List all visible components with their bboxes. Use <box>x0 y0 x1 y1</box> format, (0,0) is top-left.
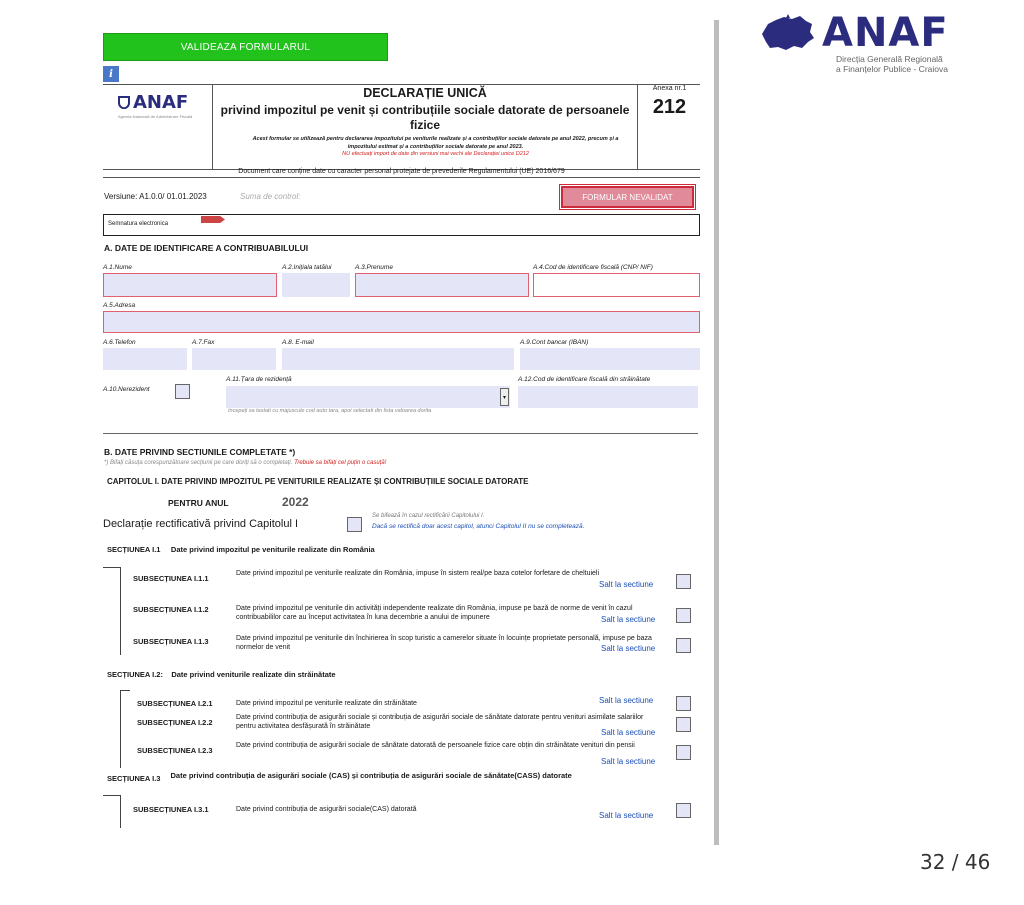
pentru-anul-label: PENTRU ANUL <box>168 498 229 508</box>
subsection-i12-label: SUBSECȚIUNEA I.1.2 <box>133 605 209 614</box>
subsection-i22-label: SUBSECȚIUNEA I.2.2 <box>137 718 213 727</box>
form-version: Versiune: A1.0.0/ 01.01.2023 <box>104 192 207 201</box>
signature-box <box>103 214 700 236</box>
rectificativa-label: Declarație rectificativă privind Capitolul I <box>103 518 299 530</box>
section-i3-header: SECȚIUNEA I.3 Date privind contribuția de asigurări sociale (CAS) și contribuția de asigurări sociale de sănătate(CASS) datorate <box>107 771 572 783</box>
checksum-label: Suma de control: <box>240 192 301 201</box>
subsection-i21-text: Date privind impozitul pe veniturile realizate din străinătate <box>236 700 417 707</box>
cod-strainatate-input[interactable] <box>518 386 698 408</box>
iban-input[interactable] <box>520 348 700 370</box>
jump-link-i23[interactable]: Salt la sectiune <box>601 757 656 766</box>
section-b-note: *) Bifați căsuța corespunzătoare secțiunii pe care doriți să o completați. <box>104 460 293 466</box>
tara-hint: Incepeți sa tastati cu majuscule cod auto tara, apoi selectati din lista valoarea dorita <box>228 408 432 414</box>
jump-link-i22[interactable]: Salt la sectiune <box>601 728 656 737</box>
subsection-i11-checkbox[interactable] <box>676 574 691 589</box>
subsection-i22-text: Date privind contribuția de asigurări sociale și contribuția de asigurări sociale de sănătate datorate pentru venituri asimilate salariilor pentru activitatea desfășurată în străinătate <box>236 714 644 730</box>
initiala-input[interactable] <box>282 273 350 297</box>
form-subtitle: privind impozitul pe venit și contribuțiile sociale datorate de persoanele fizice <box>220 103 630 132</box>
adresa-input[interactable] <box>103 311 700 333</box>
slide-page-indicator: 32 / 46 <box>920 850 991 874</box>
nume-input[interactable] <box>103 273 277 297</box>
jump-link-i31[interactable]: Salt la sectiune <box>599 811 654 820</box>
form-warning: NU efectuați import de date din versiuni mai vechi ale Declarației unice D212 <box>342 151 529 157</box>
section-b-title: B. DATE PRIVIND SECTIUNILE COMPLETATE *) <box>104 447 296 457</box>
subsection-i13-text: Date privind impozitul pe veniturile din închirierea în scop turistic a camerelor situate în locuințe proprietate personală, impuse pe baza normelor de venit <box>236 635 652 651</box>
subsection-i31-text: Date privind contribuția de asigurări sociale(CAS) datorată <box>236 806 417 813</box>
validate-form-button[interactable]: VALIDEAZA FORMULARUL <box>103 33 388 61</box>
gdpr-note: Document care conține date cu caracter personal protejate de prevederile Regulamentului (UE) 2016/679 <box>103 168 700 178</box>
telefon-input[interactable] <box>103 348 187 370</box>
anaf-brand <box>758 10 1008 74</box>
form-anaf-logo: ANAF Agenția Națională de Administrare Fiscală <box>118 92 193 119</box>
declaration-form: VALIDEAZA FORMULARUL i ANAF Agenția Națională de Administrare Fiscală DECLARAȚIE UNICĂ privind impozitul pe venit și contribuțiile sociale datorate de persoanele fizice Acest formular se utilizează pentru declararea impozitului pe veniturile realizate și a contribuțiilor sociale datorate pe anul 2022, precum și a impozitului estimat și a contribuțiilor sociale datorate pe anul 2023. NU efectuați import de date din versiuni mai vechi ale Declarației unice D212 Anexa nr.1 212 Document care conține date cu caracter personal protejate de prevederile Regulamentului (UE) 2016/679 Versiune: A1.0.0/ 01.01.2023 Suma de control: FORMULAR NEVALIDAT Semnatura electronica A. DATE DE IDENTIFICARE A CONTRIBUABILULUI A.1.Nume A.2.Inițiala tatălui A.3.Prenume A.4.Cod de identificare fiscală (CNP/ NIF) A.5.Adresa A.6.Telefon A.7.Fax A.8. E-mail A.9.Cont bancar (IBAN) A.10.Nerezident A.11.Țara de rezidență ▾ Incepeți sa tastati cu majuscule cod auto tara, apoi selectati din lista valoarea dorita A.12.Cod de identificare fiscală din străinătate B. DATE PRIVIND SECTIUNILE COMPLETATE *) *) Bifați căsuța corespunzătoare secțiunii pe care doriți să o completați. Trebuie sa bifați cel puțin o casuță! CAPITOLUL I. DATE PRIVIND IMPOZITUL PE VENITURILE REALIZATE ȘI CONTRIBUȚIILE SOCIALE DATORATE PENTRU ANUL 2022 Declarație rectificativă privind Capitolul I Se bifează în cazul rectificării Capitolului I. Dacă se rectifică doar acest capitol, atunci Capitolul II nu se completează. SECȚIUNEA I.1 Date privind impozitul pe veniturile realizate din România SUBSECȚIUNEA I.1.1 Date privind impozitul pe veniturile realizate din România, impuse în sistem real/pe baza cotelor forfetare de cheltuieli Salt la sectiune SUBSECȚIUNEA I.1.2 Date privind impozitul pe veniturile din activități independente realizate din România, impuse pe bază de norme de venit în cazul contribuabililor care au început activitatea în luna decembrie a anului de impunere Salt la sectiune SUBSECȚIUNEA I.1.3 Date privind impozitul pe veniturile din închirierea în scop turistic a camerelor situate în locuințe proprietate personală, impuse pe baza normelor de venit Salt la sectiune SECȚIUNEA I.2: Date privind veniturile realizate din străinătate SUBSECȚIUNEA I.2.1 Date privind impozitul pe veniturile realizate din străinătate Salt la sectiune SUBSECȚIUNEA I.2.2 Date privind contribuția de asigurări sociale și contribuția de asigurări sociale de sănătate datorate pentru venituri asimilate salariilor pentru activitatea desfășurată în străinătate Salt la sectiune SUBSECȚIUNEA I.2.3 Date privind contribuția de asigurări sociale de sănătate datorată de persoanele fizice care obțin din străinătate venituri din pensii Salt la sectiune SECȚIUNEA I.3 Date privind contribuția de asigurări sociale (CAS) și contribuția de asigurări sociale de sănătate(CASS) datorate SUBSECȚIUNEA I.3.1 Date privind contribuția de asigurări sociale(CAS) datorată Salt la sectiune <box>100 30 700 830</box>
subsection-i23-text: Date privind contribuția de asigurări sociale de sănătate datorată de persoanele fizice care obțin din străinătate venituri din pensii <box>236 742 635 749</box>
form-title: DECLARAȚIE UNICĂ <box>363 86 487 100</box>
jump-link-i12[interactable]: Salt la sectiune <box>601 615 656 624</box>
pentru-anul-value: 2022 <box>282 495 309 509</box>
info-icon[interactable]: i <box>103 66 119 82</box>
rectificativa-note-2: Dacă se rectifică doar acest capitol, atunci Capitolul II nu se completează. <box>372 523 585 530</box>
subsection-i23-label: SUBSECȚIUNEA I.2.3 <box>137 746 213 755</box>
signature-flag-icon[interactable] <box>201 216 225 223</box>
cnp-input[interactable] <box>533 273 700 297</box>
dropdown-arrow-icon[interactable]: ▾ <box>500 388 509 406</box>
jump-link-i13[interactable]: Salt la sectiune <box>601 644 656 653</box>
subsection-i13-label: SUBSECȚIUNEA I.1.3 <box>133 637 209 646</box>
anexa-label: Anexa nr.1 <box>652 85 687 92</box>
fax-input[interactable] <box>192 348 276 370</box>
jump-link-i21[interactable]: Salt la sectiune <box>599 696 654 705</box>
rectificativa-note: Se bifează în cazul rectificării Capitolului I. <box>372 513 485 519</box>
prenume-input[interactable] <box>355 273 529 297</box>
subsection-i12-text: Date privind impozitul pe veniturile din activități independente realizate din România, impuse pe bază de norme de venit în cazul contribuabililor care au început activitatea în luna decembrie a anului de impunere <box>236 605 633 621</box>
section-b-warning: Trebuie sa bifați cel puțin o casuță! <box>294 460 387 466</box>
invalid-form-button[interactable]: FORMULAR NEVALIDAT <box>561 186 694 208</box>
jump-link-i11[interactable]: Salt la sectiune <box>599 580 654 589</box>
form-note: Acest formular se utilizează pentru declararea impozitului pe veniturile realizate și a contribuțiilor sociale datorate pe anul 2022, precum și a impozitului estimat și a contribuțiilor sociale datorate pe anul 2023. <box>252 136 619 150</box>
subsection-i11-text: Date privind impozitul pe veniturile realizate din România, impuse în sistem real/pe baza cotelor forfetare de cheltuieli <box>236 570 600 577</box>
brand-subtitle: Direcția Generală Regională a Finanțelor Publice - Craiova <box>836 54 948 74</box>
subsection-i13-checkbox[interactable] <box>676 638 691 653</box>
subsection-i21-checkbox[interactable] <box>676 696 691 711</box>
subsection-i11-label: SUBSECȚIUNEA I.1.1 <box>133 574 209 583</box>
subsection-i12-checkbox[interactable] <box>676 608 691 623</box>
slide-divider <box>714 20 719 845</box>
romania-map-icon <box>758 12 816 54</box>
chapter-1-title: CAPITOLUL I. DATE PRIVIND IMPOZITUL PE VENITURILE REALIZATE ȘI CONTRIBUȚIILE SOCIALE DATORATE <box>107 477 529 486</box>
email-input[interactable] <box>282 348 514 370</box>
subsection-i23-checkbox[interactable] <box>676 745 691 760</box>
anaf-logo <box>758 10 1008 56</box>
tara-select[interactable] <box>226 386 510 408</box>
shield-icon <box>118 96 130 109</box>
signature-label: Semnatura electronica <box>108 221 169 227</box>
rectificativa-checkbox[interactable] <box>347 517 362 532</box>
subsection-i31-checkbox[interactable] <box>676 803 691 818</box>
subsection-i22-checkbox[interactable] <box>676 717 691 732</box>
section-i1-header: SECȚIUNEA I.1 Date privind impozitul pe veniturile realizate din România <box>107 545 375 554</box>
subsection-i31-label: SUBSECȚIUNEA I.3.1 <box>133 805 209 814</box>
section-a-title: A. DATE DE IDENTIFICARE A CONTRIBUABILULUI <box>104 243 309 253</box>
subsection-i21-label: SUBSECȚIUNEA I.2.1 <box>137 699 213 708</box>
nerezident-checkbox[interactable] <box>175 384 190 399</box>
anexa-number: 212 <box>652 96 687 118</box>
section-i2-header: SECȚIUNEA I.2: Date privind veniturile realizate din străinătate <box>107 670 336 679</box>
brand-wordmark: ANAF <box>822 10 949 56</box>
